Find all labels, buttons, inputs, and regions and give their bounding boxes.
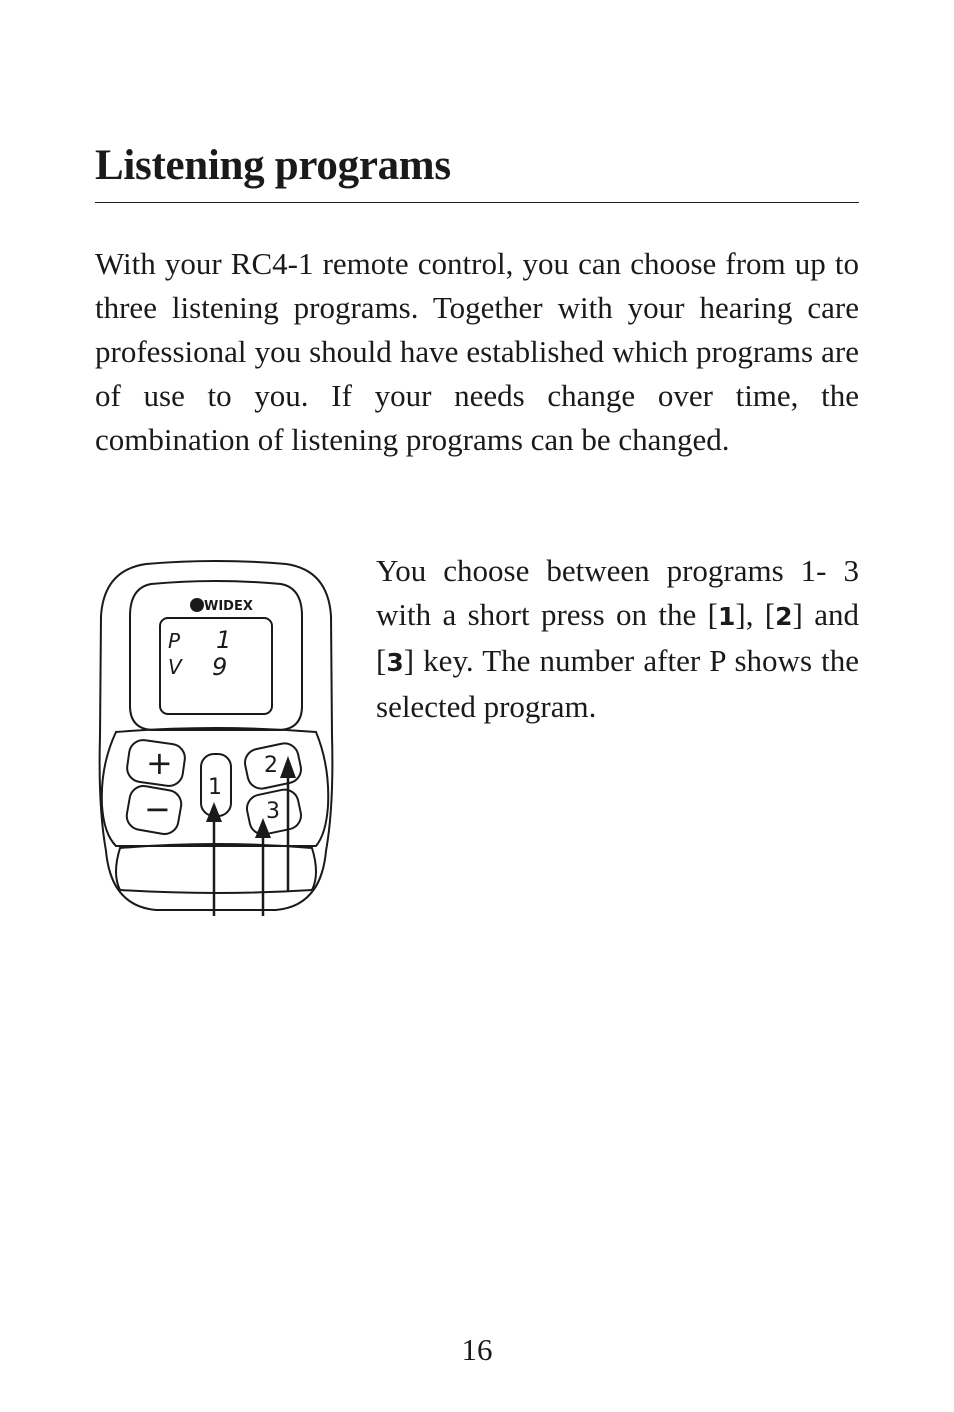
- key-2-label: 2: [775, 602, 793, 631]
- key-3-label: 3: [386, 648, 404, 677]
- remote-control-illustration: [96, 556, 336, 918]
- lcd-volume-value: 9: [212, 653, 228, 681]
- instruction-paragraph: [376, 549, 859, 729]
- brand-logo-icon: [190, 598, 204, 612]
- lcd-volume-label: V: [168, 655, 182, 679]
- lcd-program-value: 1: [216, 626, 232, 654]
- program-2-button-label: 2: [264, 753, 278, 778]
- intro-paragraph: With your RC4-1 remote control, you can choose from up to three listening programs. Together with your hearing care professional you should have established which programs are of use to you. If your needs change over time, the combination of listening programs can be changed.: [95, 246, 859, 457]
- instruction-text-4: ] key. The number after P shows the selected program.: [376, 643, 859, 724]
- title-rule: [95, 202, 859, 203]
- lcd-program-label: P: [168, 629, 181, 653]
- page-title: Listening programs: [95, 142, 451, 189]
- brand-name: WIDEX: [204, 599, 253, 614]
- bottom-pad: [116, 844, 316, 893]
- program-1-button-label: 1: [208, 775, 222, 800]
- page-number: 16: [461, 1332, 493, 1367]
- key-1-label: 1: [717, 602, 736, 631]
- program-3-button-label: 3: [266, 799, 280, 824]
- plus-icon: +: [146, 744, 173, 782]
- instruction-text-3: ] and [: [376, 597, 859, 678]
- instruction-text-1: You choose between programs 1- 3 with a short press on the [: [376, 553, 859, 632]
- instruction-text-2: ], [: [735, 597, 776, 632]
- minus-icon: −: [144, 790, 171, 828]
